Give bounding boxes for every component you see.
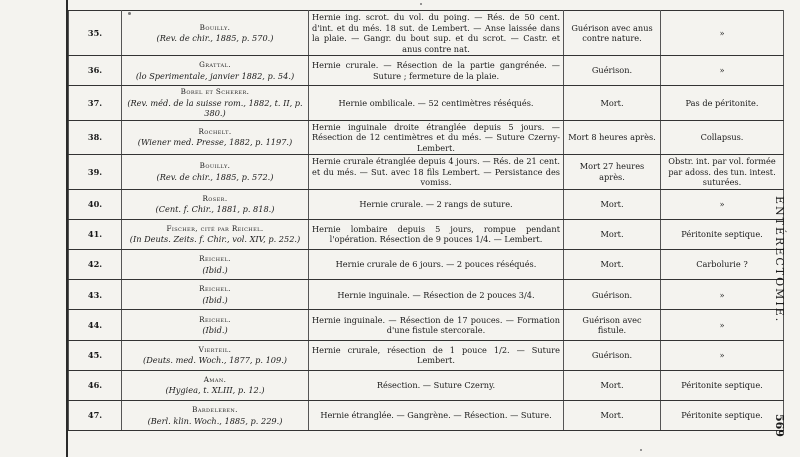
case-number: 44. (69, 310, 122, 340)
case-description-text: Hernie crurale, résection de 1 pouce 1/2. — Suture Lembert. (312, 344, 560, 366)
case-description-text: Hernie lombaire depuis 5 jours, rompue pendant l'opération. Résection de 9 pouces 1/4. — Lembert. (312, 223, 560, 245)
case-observation: » (661, 11, 784, 56)
case-source: (Deuts. med. Woch., 1877, p. 109.) (143, 355, 287, 366)
ink-speck (640, 449, 642, 451)
case-reference (122, 310, 309, 340)
case-observation: » (661, 189, 784, 219)
case-result: Mort. (564, 86, 661, 121)
case-observation: Obstr. int. par vol. formée par adoss. des tun. intest. suturées. (661, 155, 784, 190)
case-observation: » (661, 56, 784, 86)
case-description (309, 86, 564, 121)
case-author: Rochelt. (198, 126, 232, 136)
case-observation: Carbolurie ? (661, 250, 784, 280)
case-source: (Rev. de chir., 1885, p. 572.) (156, 171, 274, 182)
case-reference (122, 86, 309, 121)
case-result: Mort 27 heures après. (564, 155, 661, 190)
case-result: Mort 8 heures après. (564, 120, 661, 155)
case-number: 41. (69, 219, 122, 249)
case-author: Fischer, cité par Reichel. (166, 223, 264, 233)
case-row (69, 219, 784, 249)
case-number: 37. (69, 86, 122, 121)
case-result: Mort. (564, 189, 661, 219)
case-author: Borel et Scherer. (180, 87, 250, 97)
case-description (309, 11, 564, 56)
case-source: (Berl. klin. Woch., 1885, p. 229.) (147, 415, 283, 426)
case-description (309, 120, 564, 155)
case-reference (122, 189, 309, 219)
case-description-text: Hernie crurale. — Résection de la partie gangrénée. — Suture ; fermeture de la plaie. (312, 60, 560, 81)
case-row (69, 401, 784, 431)
case-author: Bouilly. (199, 22, 231, 32)
case-description-text: Hernie inguinale. — Résection de 17 pouces. — Formation d'une fistule stercorale. (312, 314, 560, 336)
case-result: Guérison. (564, 280, 661, 310)
case-number: 35. (69, 11, 122, 56)
case-row (69, 56, 784, 86)
case-result: Guérison avec anus contre nature. (564, 11, 661, 56)
case-description (309, 219, 564, 249)
case-reference (122, 280, 309, 310)
case-result: Guérison. (564, 340, 661, 370)
case-reference (122, 155, 309, 190)
case-reference (122, 120, 309, 155)
case-row (69, 155, 784, 190)
case-author: Aman. (203, 374, 227, 384)
case-description (309, 189, 564, 219)
case-reference (122, 11, 309, 56)
case-description (309, 280, 564, 310)
case-reference (122, 370, 309, 400)
case-description-text: Hernie étranglée. — Gangrène. — Résection. — Suture. (320, 410, 552, 421)
case-row (69, 370, 784, 400)
case-author: Roser. (202, 193, 228, 203)
case-author: Bardeleben. (192, 405, 238, 415)
case-source: (Cent. f. Chir., 1881, p. 818.) (155, 204, 275, 215)
case-observation: Péritonite septique. (661, 401, 784, 431)
case-result: Mort. (564, 401, 661, 431)
case-author: Reichel. (199, 254, 231, 264)
case-source: (Ibid.) (202, 294, 228, 305)
case-source: (Rev. méd. de la suisse rom., 1882, t. II, p. 380.) (127, 97, 303, 119)
case-row (69, 280, 784, 310)
case-result: Mort. (564, 219, 661, 249)
case-description (309, 401, 564, 431)
case-reference (122, 250, 309, 280)
case-number: 46. (69, 370, 122, 400)
case-observation: Pas de péritonite. (661, 86, 784, 121)
case-number: 42. (69, 250, 122, 280)
case-author: Bouilly. (199, 161, 231, 171)
page-number: 569 (773, 413, 786, 437)
case-observation: Collapsus. (661, 120, 784, 155)
case-description (309, 250, 564, 280)
case-description-text: Hernie crurale. — 2 rangs de suture. (359, 199, 513, 210)
case-author: Grattal. (199, 60, 231, 70)
case-description (309, 56, 564, 86)
case-number: 45. (69, 340, 122, 370)
case-source: (lo Sperimentale, janvier 1882, p. 54.) (135, 70, 295, 81)
case-reference (122, 340, 309, 370)
case-description (309, 370, 564, 400)
case-description (309, 155, 564, 190)
case-description-text: Hernie ing. scrot. du vol. du poing. — Rés. de 50 cent. d'int. et du més. 18 sut. de Lembert. — Anse laissée dans la plaie. — Gangr. du bout sup. et du scrot. — Castr. et anus contre nat. (312, 12, 560, 54)
case-source: (In Deuts. Zeits. f. Chir., vol. XIV, p. 252.) (129, 234, 301, 245)
case-number: 43. (69, 280, 122, 310)
case-source: (Hygiea, t. XLIII, p. 12.) (165, 385, 265, 396)
case-observation: Péritonite septique. (661, 370, 784, 400)
case-reference (122, 401, 309, 431)
case-description-text: Hernie inguinale. — Résection de 2 pouces 3/4. (337, 289, 535, 300)
case-number: 36. (69, 56, 122, 86)
case-observation: » (661, 280, 784, 310)
case-row (69, 189, 784, 219)
case-row (69, 120, 784, 155)
case-author: Reichel. (199, 314, 231, 324)
case-table-body (69, 11, 784, 431)
case-result: Guérison avec fistule. (564, 310, 661, 340)
case-description-text: Hernie crurale étranglée depuis 4 jours. — Rés. de 21 cent. et du més. — Sut. avec 18 fils Lembert. — Persistance des vomiss. (312, 156, 560, 188)
case-row (69, 11, 784, 56)
case-row (69, 340, 784, 370)
case-description-text: Hernie ombilicale. — 52 centimètres réséqués. (338, 97, 534, 108)
case-description-text: Résection. — Suture Czerny. (376, 380, 496, 391)
case-author: Reichel. (199, 284, 231, 294)
case-observation: Péritonite septique. (661, 219, 784, 249)
case-reference (122, 56, 309, 86)
case-source: (Rev. de chir., 1885, p. 570.) (156, 33, 274, 43)
case-result: Mort. (564, 250, 661, 280)
case-description (309, 340, 564, 370)
case-row (69, 86, 784, 121)
case-description (309, 310, 564, 340)
case-number: 40. (69, 189, 122, 219)
case-observation: » (661, 340, 784, 370)
case-description-text: Hernie crurale de 6 jours. — 2 pouces réséqués. (335, 259, 537, 270)
case-source: (Wiener med. Presse, 1882, p. 1197.) (137, 137, 293, 148)
case-source: (Ibid.) (202, 264, 228, 275)
case-author: Vierteil. (198, 344, 232, 354)
case-number: 47. (69, 401, 122, 431)
ink-speck (128, 12, 131, 15)
case-result: Guérison. (564, 56, 661, 86)
case-number: 38. (69, 120, 122, 155)
case-row (69, 250, 784, 280)
case-source: (Ibid.) (202, 325, 228, 336)
case-number: 39. (69, 155, 122, 190)
case-reference (122, 219, 309, 249)
case-table (68, 10, 784, 431)
ink-speck (420, 3, 422, 5)
case-description-text: Hernie inguinale droite étranglée depuis 5 jours. — Résection de 12 centimètres et du més. — Suture Czerny-Lembert. (312, 121, 560, 153)
case-row (69, 310, 784, 340)
case-observation: » (661, 310, 784, 340)
running-title: ENTÉRECTOMIE. (773, 196, 786, 324)
case-result: Mort. (564, 370, 661, 400)
